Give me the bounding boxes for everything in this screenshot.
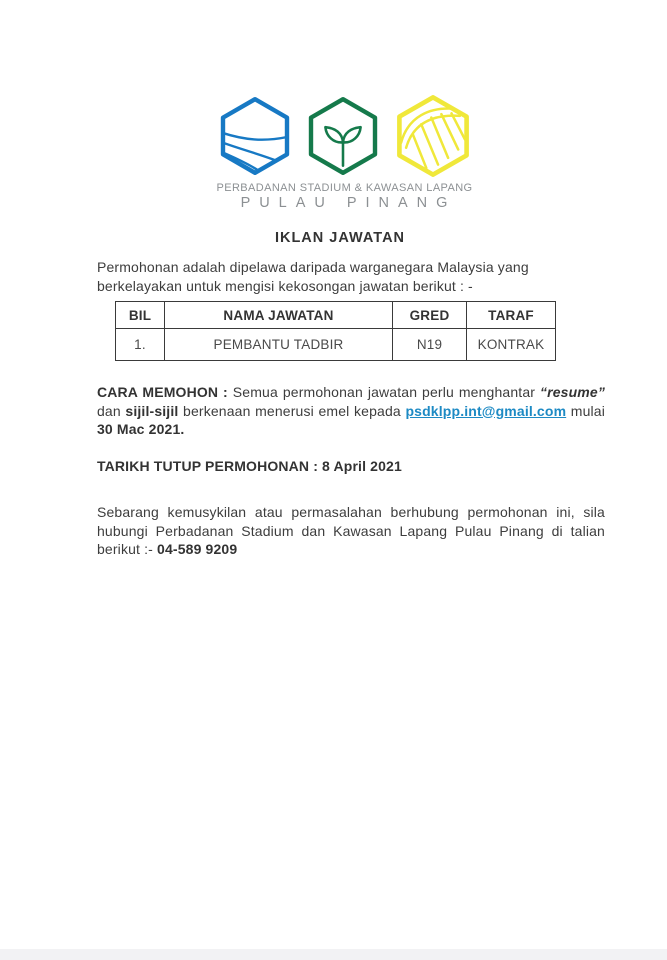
phone-number: 04-589 9209 [157,541,238,558]
table-row [116,329,556,361]
org-logo [0,94,667,211]
how-to-apply-paragraph [97,383,605,439]
cara-label: CARA MEMOHON : [97,384,233,400]
cell-bil: 1. [116,329,165,361]
vacancy-table [115,301,556,361]
header-gred: GRED [393,302,467,329]
resume-emphasis: “resume” [539,384,605,400]
cara-text-1: Semua permohonan jawatan perlu menghantar [232,384,540,400]
cell-gred: N19 [393,329,467,361]
cara-text-4: mulai [566,402,605,419]
cell-nama-jawatan: PEMBANTU TADBIR [165,329,393,361]
closing-date-line: TARIKH TUTUP PERMOHONAN : 8 April 2021 [97,458,402,474]
cell-taraf: KONTRAK [467,329,556,361]
email-link[interactable]: psdklpp.int@gmail.com [405,402,567,419]
enquiries-paragraph [97,503,605,559]
header-taraf: TARAF [467,302,556,329]
photo-edge-strip [0,949,667,960]
enquiries-text: Sebarang kemusykilan atau permasalahan berhubung permohonan ini, sila hubungi Perbadanan Stadium dan Kawasan Lapang Pulau Pinang di talian berikut :- [97,504,605,558]
sprout-hexagon-icon [303,95,383,177]
cara-text-2: dan [97,402,126,419]
start-date: 30 Mac 2021. [97,421,185,438]
sijil-emphasis: sijil-sijil [125,402,179,419]
logo-hexagons [22,94,667,178]
intro-paragraph: Permohonan adalah dipelawa daripada warganegara Malaysia yang berkelayakan untuk mengisi kekosongan jawatan berikut : - [97,259,529,294]
header-bil: BIL [116,302,165,329]
field-waves-hexagon-icon [215,95,295,177]
page-title: IKLAN JAWATAN [274,230,406,246]
org-name-line1: PERBADANAN STADIUM & KAWASAN LAPANG [216,182,473,194]
table-header-row [116,302,556,329]
stadium-roof-hexagon-icon [391,94,475,178]
cara-text-3: berkenaan menerusi emel kepada [178,402,406,419]
header-nama-jawatan: NAMA JAWATAN [165,302,393,329]
org-name-line2: PULAU PINANG [240,195,457,211]
